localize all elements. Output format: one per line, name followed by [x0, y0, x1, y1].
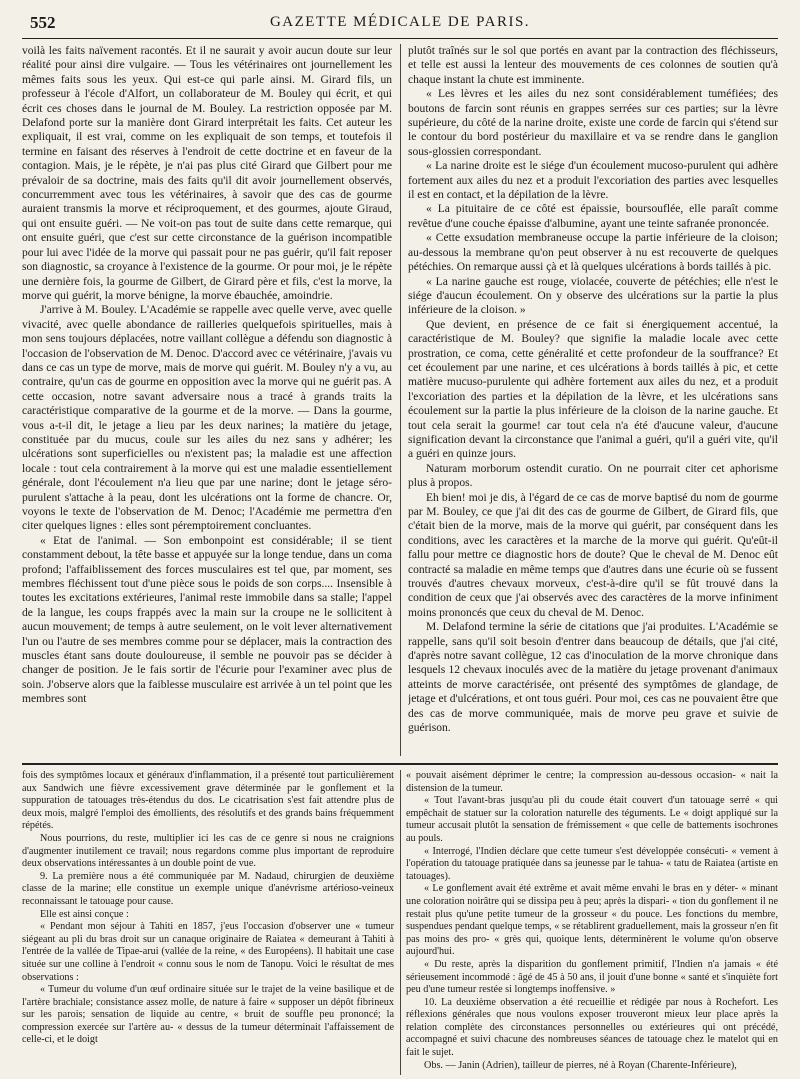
upper-right-column [408, 44, 778, 756]
upper-left-column [22, 44, 392, 756]
paragraph: Obs. — Janin (Adrien), tailleur de pierres, né à Royan (Charente-Inférieure), [424, 1059, 737, 1071]
paragraph: « La narine droite est le siége d'un écoulement mucoso-purulent qui adhère fortement aux ailes du nez et a produit l'excoriation des parties avec lesquelles il est en contact, et la dépilation de la lèvre. [408, 160, 778, 202]
paragraph: « Pendant mon séjour à Tahiti en 1857, j'eus l'occasion d'observer une « tumeur siégeant au pli du bras droit sur un canaque originaire de Raiatea « demeurant à Tahiti à l'entrée de la vallée de Tipae-arui (vallée de la reine, « des Européens). Il habitait une case située sur une colline à l'endroit « connu sous le nom de Tanopu. Voici le résultat de mes observations : [22, 921, 394, 983]
paragraph: M. Delafond termine la série de citations que j'ai produites. L'Académie se rappelle, sans qu'il soit besoin d'entrer dans beaucoup de détails, que j'ai cité, d'après notre savant collègue, 12 cas d'inoculation de la morve chronique dans lesquels 12 chevaux inoculés avec de la matière du jetage provenant d'animaux atteints de morve caractérisée, ont présenté des symptômes de glandage, de jetage et d'ulcérations, et ont tous guéri. Pour moi, ces cas ne pouvaient être que des cas de morve communiquée, mais de morve peu grave et suivie de guérison. [408, 621, 778, 735]
paragraph: 9. La première nous a été communiquée par M. Nadaud, chirurgien de deuxième classe de la marine; elle constitue un exemple unique d'anévrisme artérioso-veineux reconnaissant le tatouage pour cause. [22, 870, 394, 907]
paragraph: « pouvait aisément déprimer le centre; la compression au-dessous occasion- « nait la distension de la tumeur. [406, 770, 778, 794]
page-number: 552 [30, 13, 56, 32]
paragraph: « Cette exsudation membraneuse occupe la partie inférieure de la cloison; au-dessous la membrane qu'on peut observer à nu est recouverte de quelques pétéchies. On remarque aussi çà et là quelques ulcérations à bords taillés à pic. [408, 232, 778, 274]
paragraph: Nous pourrions, du reste, multiplier ici les cas de ce genre si nous ne craignions d'augmenter inutilement ce travail; nous regardons comme plus important de reproduire deux observations intéressantes à un double point de vue. [22, 832, 394, 870]
paragraph: « Tumeur du volume d'un œuf ordinaire située sur le trajet de la veine basilique et de l'artère brachiale; consistance assez molle, de nature à faire « supposer un dépôt fibrineux sur les parois; sensation de liquide au centre, « bruit de souffle peu prononcé; la compression exercée sur l'artère au- « dessus de la tumeur déterminait l'affaissement de celle-ci, et le doigt [22, 984, 394, 1046]
paragraph: fois des symptômes locaux et généraux d'inflammation, il a présenté tout particulièrement aux Sandwich une fièvre excessivement grave déterminée par le gonflement et la suppuration de tatouages très-étendus du dos. Le cicatrisation s'est fait attendre plus de deux mois, malgré l'emploi des émollients, des résolutifs et des grands bains fréquemment répétés. [22, 770, 394, 832]
paragraph: Que devient, en présence de ce fait si énergiquement accentué, la caractéristique de M. Bouley? que signifie la maladie locale avec cette prostration, ce coma, cette généralité et cette profondeur de la souffrance? Et cet écoulement par une narine, et ces ulcérations à bords taillés à pic, et cette matière mucuso-purulente qui adhère fortement aux ailes du nez, et a produit l'excoriation des parties et la dépilation de la lèvre, et les ulcérations sans écoulement sur la partie la plus inférieure de la cloison de la narine gauche. Et tout cela serait la gourme! car tout cela n'a été d'aucune valeur, d'aucune signification devant la circonstance que l'animal a guéri, qu'il a guéri vite, qu'il a guéri en quinze jours. [408, 318, 778, 461]
paragraph: 10. La deuxième observation a été recueillie et rédigée par nous à Rochefort. Les réflexions générales que nous voulons exposer trouveront mieux leur place après la relation complète des circonstances personnelles ou extérieures qui ont précédé, accompagné et suivi chacune des nombreuses séances de tatouage chez le matelot qui en fait le sujet. [406, 996, 778, 1059]
paragraph: « Interrogé, l'Indien déclare que cette tumeur s'est développée consécuti- « vement à l'opération du tatouage pratiquée dans sa jeunesse par le tahua- « tatu de Raiatea (artiste en tatouages). [406, 845, 778, 882]
paragraph: « La narine gauche est rouge, violacée, couverte de pétéchies; elle n'est le siége d'aucun écoulement. On y observe des ulcérations sur la partie la plus inférieure de la cloison. » [408, 275, 778, 317]
paragraph: « La pituitaire de ce côté est épaissie, boursouflée, elle paraît comme revêtue d'une couche épaisse d'albumine, ayant une teinte safranée prononcée. [408, 203, 778, 230]
paragraph: « Du reste, après la disparition du gonflement primitif, l'Indien n'a jamais « été sérieusement incommodé : âgé de 45 à 50 ans, il jouit d'une bonne « santé et s'inquiète fort peu d'une tumeur restée si longtemps inoffensive. » [406, 958, 778, 996]
paragraph: Elle est ainsi conçue : [40, 908, 129, 920]
paragraph: « Les lèvres et les ailes du nez sont considérablement tuméfiées; des boutons de farcin sont réunis en grappes serrées sur ces parties; sur la lèvre supérieure, du côté de la narine droite, existe une corde de farcin qui s'étend sur le contour du bord postérieur du maxillaire et va se rendre dans le ganglion sous-glossien correspondant. [408, 88, 778, 158]
paragraph: Naturam morborum ostendit curatio. On ne pourrait citer cet aphorisme plus à propos. [408, 462, 778, 490]
paragraph: voilà les faits naïvement racontés. Et il ne saurait y avoir aucun doute sur leur réalité pour ainsi dire vulgaire. — Tous les vétérinaires ont journellement les mêmes faits sous les yeux. Qui est-ce qui parle ainsi. M. Girard fils, un professeur à l'école d'Alfort, un collaborateur de M. Bouley qui écrit, et qui écrit ces choses dans le journal de M. Bouley. La restriction opposée par M. Delafond porte sur la manière dont Girard interprétait les faits. Cet auteur les expliquait, il est vrai, comme on les expliquait de son temps, et toutefois il termine en faisant des réserves à l'endroit de cette doctrine et en faveur de la contagion. Mais, je le répète, je n'ai pas plus cité Girard que Gilbert pour me prévaloir de sa doctrine, mais des faits qu'il dit avoir journellement observés, concurremment avec tous les vétérinaires, à savoir que des cas de gourme auraient transmis la morve et réciproquement, et des gourmes, ajoute Giraud, qui ont ensuite guéri. — Ne voit-on pas tout de suite dans cette remarque, qui ont ensuite guéri, que c'est sur cette circonstance de la guérison incompatible pour lui avec l'idée de la morve qui passait pour ne pas guérir, qu'il fait reposer son diagnostic, sa croyance à l'existence de la gourme. Or pour moi, je le répète une dernière fois, la gourme de Gilbert, de Girard père et fils, c'est la morve, la morve qui guérit, la morve bénigne, la morve ébauchée, amoindrie. [22, 45, 392, 302]
paragraph: plutôt traînés sur le sol que portés en avant par la contraction des fléchisseurs, et telle est aussi la lenteur des mouvements de ces colonnes de soutien qu'à chaque instant la chute est imminente. [408, 45, 778, 86]
paragraph: Eh bien! moi je dis, à l'égard de ce cas de morve baptisé du nom de gourme par M. Bouley, ce que j'ai dit des cas de gourme de Gilbert, de Girard fils, que c'était bien de la morve, mais de la morve qui guérit, par conséquent dans les conditions, avec les caractères et la marche de la morve qui guérit. Qu'eût-il fallu pour mettre ce diagnostic hors de doute? Que le cheval de M. Denoc eût contracté sa maladie en même temps que d'autres dans une écurie où se fussent trouvés d'autres chevaux morveux, c'est-à-dire qu'il se fût trouvé dans la condition de ceux que j'ai observés avec des caractères de la morve infiniment moins prononcés que ceux du cheval de M. Denoc. [408, 491, 778, 619]
column-divider [400, 44, 401, 756]
column-divider [400, 770, 401, 1075]
paragraph: « Etat de l'animal. — Son embonpoint est considérable; il se tient constamment debout, la tête basse et appuyée sur la longe tendue, dans un coma profond; l'affaiblissement des forces musculaires est tel que, par moment, ses membres fléchissent tout d'une pièce sous le poids de son corps.... Insensible à toutes les excitations extérieures, l'animal reste immobile dans sa stalle; l'appel de la langue, les coups frappés avec la main sur la croupe ne le sollicitent à aucun mouvement; de temps à autre seulement, on le voit lever alternativement l'un ou l'autre de ses membres comme pour se déplacer, mais la contraction des muscles étant sans doute douloureuse, il semble ne pouvoir pas se décider à changer de position. Je le fais sortir de l'écurie pour l'examiner avec plus de soin. J'observe alors que la faiblesse musculaire est arrivée à un tel point que les membres sont [22, 534, 392, 706]
lower-left-column [22, 770, 394, 1075]
lower-section [22, 770, 778, 1075]
paragraph: « Le gonflement avait été extrême et avait même envahi le bras en y déter- « minant une coloration noirâtre qui se dissipa peu à peu; après la dispari- « tion du gonflement il ne restait plus qu'une petite tumeur de la grosseur « du pouce. Les fonctions du membre, suspendues pendant quelque temps, « se rétablirent graduellement, mais la grosseur n'en fit pas moins des pro- « grès qui, quoique lents, déterminèrent le volume qu'on observe aujourd'hui. [406, 883, 778, 958]
lower-right-column [406, 770, 778, 1075]
page-header [22, 10, 778, 39]
paragraph: J'arrive à M. Bouley. L'Académie se rappelle avec quelle verve, avec quelle vivacité, avec quelle abondance de railleries quelquefois spirituelles, mais à mon sens toujours déplacées, notre vaillant collègue a défendu son diagnostic à l'occasion de l'observation de M. Denoc. D'accord avec ce vétérinaire, j'avais vu dans ce cas un type de morve, mais de morve qui guérit. M. Bouley n'y a vu, au contraire, qu'un cas de gourme en opposition avec la morve qui ne guérit pas. A cette occasion, notre savant adversaire nous a tracé à grands traits la caractéristique comparative de la gourme et de la morve. — Dans la gourme, vous a-t-il dit, le jetage a lieu par les deux narines; la matière du jetage, constituée par du mucus, coule sur les ailes du nez sans y adhérer; les ulcérations sont superficielles ou n'existent pas; la maladie est une affection locale : tout cela contrairement à la morve qui est une maladie essentiellement générale, dont l'écoulement n'a lieu que par une narine; dont le jetage séro-purulent s'attache à la peau, dont les ulcérations ont la forme de chancre. Or, voyons le texte de l'observation de M. Denoc; l'Académie me permettra d'en citer quelques lignes : elles sont péremptoirement concluantes. [22, 304, 392, 533]
section-divider [22, 763, 778, 765]
upper-section [22, 44, 778, 756]
paragraph: « Tout l'avant-bras jusqu'au pli du coude était couvert d'un tatouage serré « qui empêchait de statuer sur la coloration naturelle des téguments. Le « doigt appliqué sur la tumeur accusait plutôt la sensation de frémissement « que celle de battements isochrones au pouls. [406, 795, 778, 844]
journal-title: GAZETTE MÉDICALE DE PARIS. [269, 14, 531, 30]
